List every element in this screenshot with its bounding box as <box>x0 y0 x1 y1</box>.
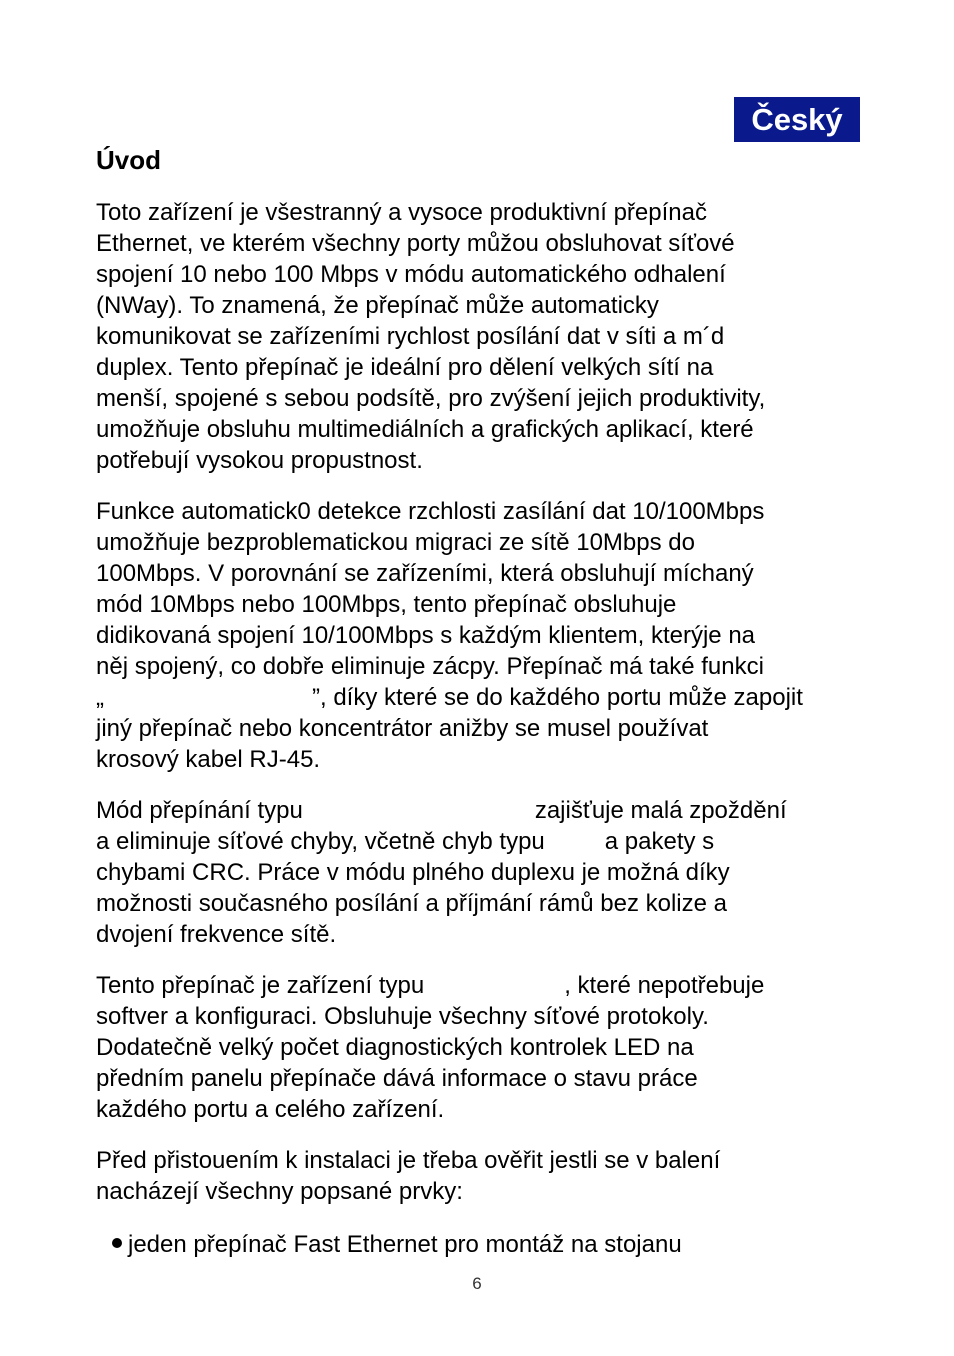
text-line: jiný přepínač nebo koncentrátor anižby se musel používat <box>96 715 709 742</box>
text-line: Funkce automatick0 detekce rzchlosti zasílání dat 10/100Mbps <box>96 498 765 525</box>
text-line: Ethernet, ve kterém všechny porty můžou obsluhovat síťové <box>96 230 735 257</box>
text-fragment: ”, díky které se do každého portu může zapojit <box>312 684 803 711</box>
paragraph-switching-mode <box>96 795 876 950</box>
text-line: každého portu a celého zařízení. <box>96 1096 445 1123</box>
section-title: Úvod <box>96 145 161 175</box>
text-line: nacházejí všechny popsané prvky: <box>96 1178 463 1205</box>
text-fragment: , které nepotřebuje <box>564 972 765 999</box>
text-line: duplex. Tento přepínač je ideální pro dělení velkých sítí na <box>96 354 714 381</box>
text-line <box>96 970 876 1001</box>
text-line: mód 10Mbps nebo 100Mbps, tento přepínač obsluhuje <box>96 591 677 618</box>
text-line: umožňuje bezproblematickou migraci ze sítě 10Mbps do <box>96 529 695 556</box>
text-fragment: Mód přepínání typu <box>96 797 303 824</box>
paragraph-package-check <box>96 1145 876 1207</box>
text-line: potřebují vysokou propustnost. <box>96 447 423 474</box>
text-line <box>96 826 876 857</box>
bullet-icon <box>112 1238 122 1248</box>
text-line: dvojení frekvence sítě. <box>96 921 337 948</box>
text-line: spojení 10 nebo 100 Mbps v módu automatického odhalení <box>96 261 726 288</box>
text-line: menší, spojené s sebou podsítě, pro zvýšení jejich produktivity, <box>96 385 766 412</box>
text-line: umožňuje obsluhu multimediálních a grafických aplikací, které <box>96 416 754 443</box>
text-line: možnosti současného posílání a příjmání rámů bez kolize a <box>96 890 727 917</box>
text-fragment: a pakety s <box>604 828 715 855</box>
paragraph-autodetect <box>96 496 876 775</box>
text-line: Před přistouením k instalaci je třeba ověřit jestli se v balení <box>96 1147 721 1174</box>
page-number: 6 <box>472 1274 482 1293</box>
text-line <box>96 682 876 713</box>
list-item <box>112 1229 682 1260</box>
list-item-text: jeden přepínač Fast Ethernet pro montáž na stojanu <box>128 1231 682 1258</box>
paragraph-device-type <box>96 970 876 1125</box>
text-line: chybami CRC. Práce v módu plného duplexu je možná díky <box>96 859 730 886</box>
text-line: 100Mbps. V porovnání se zařízeními, která obsluhují míchaný <box>96 560 754 587</box>
text-line: komunikovat se zařízeními rychlost posílání dat v síti a m´d <box>96 323 725 350</box>
text-fragment: a eliminuje síťové chyby, včetně chyb typu <box>96 828 545 855</box>
text-line: Toto zařízení je všestranný a vysoce produktivní přepínač <box>96 199 707 226</box>
text-line: něj spojený, co dobře eliminuje zácpy. Přepínač má také funkci <box>96 653 764 680</box>
text-line: (NWay). To znamená, že přepínač může automaticky <box>96 292 659 319</box>
text-line: Dodatečně velký počet diagnostických kontrolek LED na <box>96 1034 694 1061</box>
text-fragment: zajišťuje malá zpoždění <box>534 797 787 824</box>
text-line <box>96 795 876 826</box>
text-fragment: Tento přepínač je zařízení typu <box>96 972 425 999</box>
text-line: krosový kabel RJ-45. <box>96 746 321 773</box>
document-body <box>96 197 876 1227</box>
text-line: didikovaná spojení 10/100Mbps s každým klientem, kterýje na <box>96 622 756 649</box>
language-badge: Český <box>734 97 860 142</box>
text-line: předním panelu přepínače dává informace o stavu práce <box>96 1065 698 1092</box>
text-fragment: „ <box>96 684 104 711</box>
text-line: softver a konfiguraci. Obsluhuje všechny síťové protokoly. <box>96 1003 709 1030</box>
paragraph-intro <box>96 197 876 476</box>
